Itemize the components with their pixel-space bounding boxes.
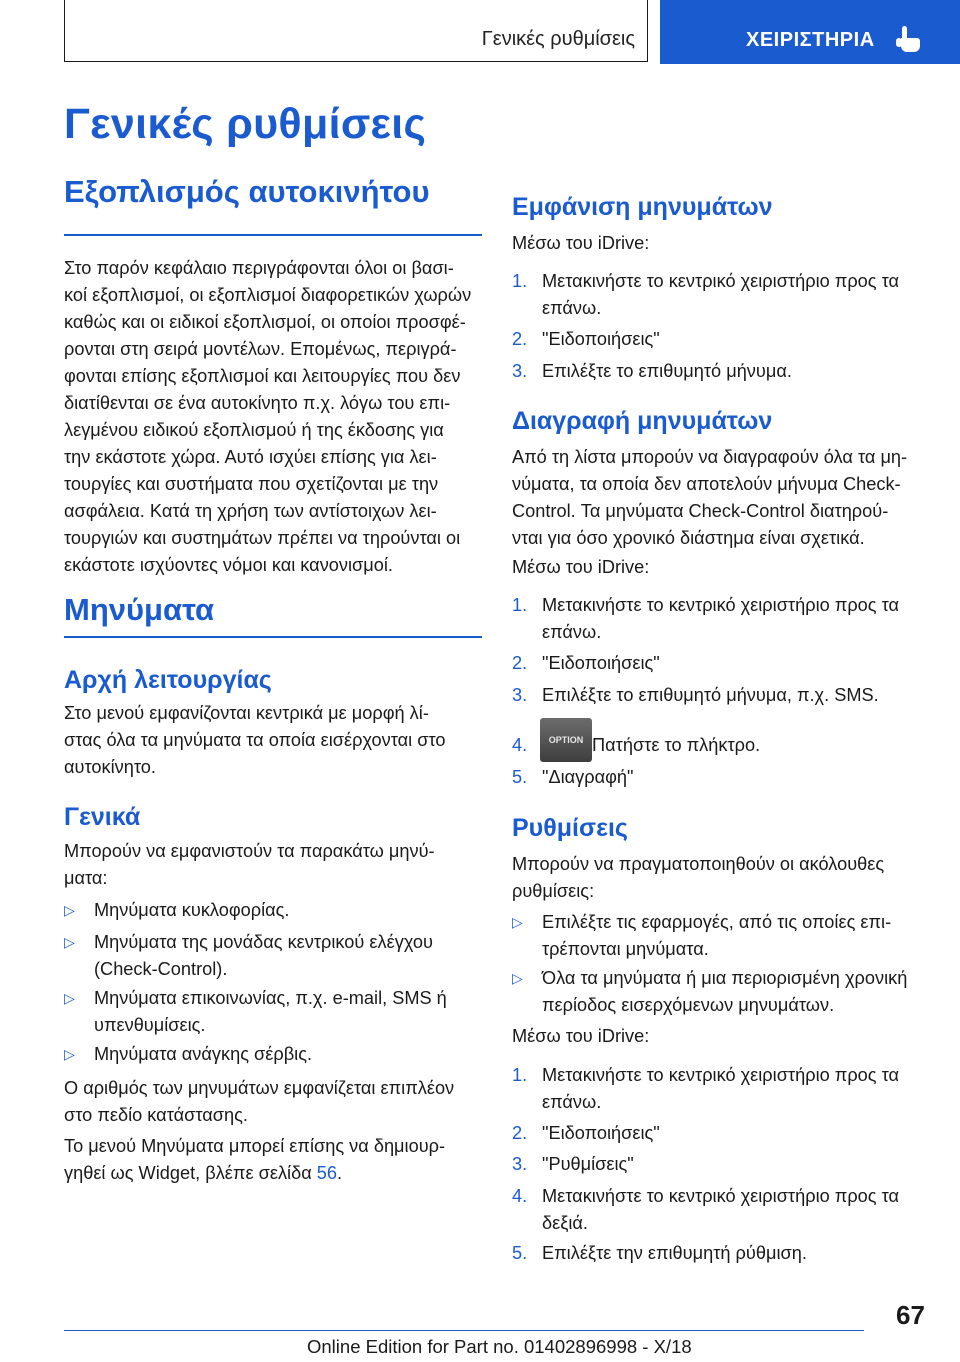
header-section-box bbox=[64, 0, 648, 62]
page-reference-link[interactable]: 56 bbox=[316, 1163, 338, 1183]
settings-intro: Μπορούν να πραγματοποιηθούν οι ακόλουθες ρυθμίσεις: bbox=[512, 854, 885, 901]
triangle-bullet-icon: ▷ bbox=[64, 1046, 75, 1062]
section-divider bbox=[64, 636, 482, 638]
equipment-heading: Εξοπλισμός αυτοκινήτου bbox=[64, 174, 430, 209]
footer-divider bbox=[64, 1330, 864, 1331]
triangle-bullet-icon: ▷ bbox=[64, 902, 75, 918]
page-title: Γενικές ρυθμίσεις bbox=[64, 100, 427, 148]
widget-text: Το μενού Μηνύματα μπορεί επίσης να δημιουρ- γηθεί ως Widget, βλέπε σελίδα 56. bbox=[64, 1136, 446, 1183]
principle-text: Στο μενού εμφανίζονται κεντρικά με μορφή λί- στας όλα τα μηνύματα τα οποία εισέρχονται στο αυτοκίνητο. bbox=[64, 703, 446, 777]
general-intro: Μπορούν να εμφανιστούν τα παρακάτω μηνύ- ματα: bbox=[64, 841, 435, 888]
via-idrive-text: Μέσω του iDrive: bbox=[512, 233, 650, 253]
general-heading: Γενικά bbox=[64, 803, 141, 831]
settings-heading: Ρυθμίσεις bbox=[512, 814, 628, 842]
messages-heading: Μηνύματα bbox=[64, 592, 215, 627]
triangle-bullet-icon: ▷ bbox=[64, 934, 75, 950]
triangle-bullet-icon: ▷ bbox=[512, 914, 523, 930]
option-button-icon[interactable]: OPTION bbox=[540, 718, 592, 762]
triangle-bullet-icon: ▷ bbox=[64, 990, 75, 1006]
section-divider bbox=[64, 234, 482, 236]
display-heading: Εμφάνιση μηνυμάτων bbox=[512, 193, 773, 221]
header-chapter-title: ΧΕΙΡΙΣΤΗΡΙΑ bbox=[746, 29, 875, 51]
via-idrive-text: Μέσω του iDrive: bbox=[512, 1026, 650, 1046]
delete-heading: Διαγραφή μηνυμάτων bbox=[512, 407, 773, 435]
triangle-bullet-icon: ▷ bbox=[512, 970, 523, 986]
principle-heading: Αρχή λειτουργίας bbox=[64, 666, 272, 694]
header-section-title: Γενικές ρυθμίσεις bbox=[481, 28, 635, 50]
via-idrive-text: Μέσω του iDrive: bbox=[512, 557, 650, 577]
page-number: 67 bbox=[896, 1300, 925, 1330]
equipment-text: Στο παρόν κεφάλαιο περιγράφονται όλοι οι βασι- κοί εξοπλισμοί, οι εξοπλισμοί διαφορετικών χωρών καθώς και οι ειδικοί εξοπλισμοί, οι οποίοι προσφέ- ρονται στη σειρά μοντέλων. Επομένως, περιγρά- φονται επίσης εξοπλισμοί και λειτουργίες που δεν διατίθενται σε ένα αυτοκίνητο π.χ. λόγω του επι- λεγμένου ειδικού εξοπλισμού ή της έκδοσης για την εκάστοτε χώρα. Αυτό ισχύει επίσης για λει- τουργίες και συστήματα που σχετίζονται με την ασφάλεια. Κατά τη χρήση των αντίστοιχων λει- τουργιών και συστημάτων πρέπει να τηρούνται οι εκάστοτε ισχύοντες νόμοι και κανονισμοί. bbox=[64, 258, 472, 575]
hand-pointer-icon bbox=[893, 24, 923, 54]
footer-edition: Online Edition for Part no. 01402896998 - X/18 bbox=[307, 1336, 692, 1357]
delete-text: Από τη λίστα μπορούν να διαγραφούν όλα τα μη- νύματα, τα οποία δεν αποτελούν μήνυμα Check- Control. Τα μηνύματα Check-Control διατηρού- νται για όσο χρονικό διάστημα είναι σχετικά. bbox=[512, 447, 908, 548]
header-chapter-tab[interactable] bbox=[660, 0, 960, 64]
message-count-text: Ο αριθμός των μηνυμάτων εμφανίζεται επιπλέον στο πεδίο κατάστασης. bbox=[64, 1078, 455, 1125]
